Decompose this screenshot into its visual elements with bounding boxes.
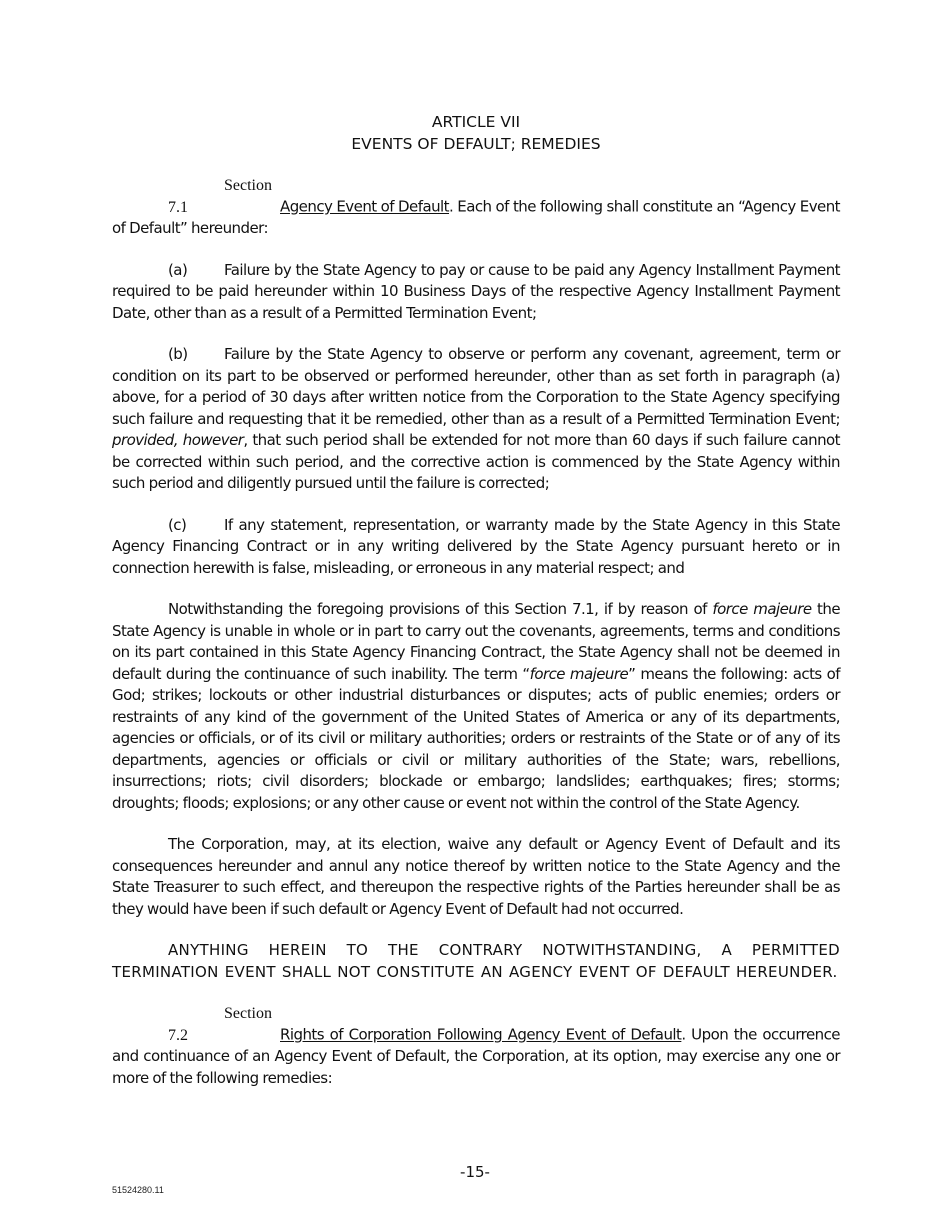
item-b-text-2: , that such period shall be extended for not more than 60 days if such failure cannot be corrected within such period, and the corrective action is commenced by the State Agency within such period and diligently pursued until the failure is corrected;	[112, 431, 841, 492]
article-title: EVENTS OF DEFAULT; REMEDIES	[351, 134, 601, 153]
item-b	[112, 344, 840, 495]
force-majeure-italic-1: force majeure	[712, 600, 812, 618]
document-page	[112, 112, 840, 1109]
section-7-2-title: Rights of Corporation Following Agency Event of Default	[280, 1025, 682, 1044]
section-7-2-intro: . Upon the occurrence and continuance of an Agency Event of Default, the Corporation, at its option, may exercise any one or more of the following remedies:	[112, 1025, 840, 1087]
section-7-2-number: Section 7.2	[168, 1005, 272, 1044]
caps-notice-paragraph: ANYTHING HEREIN TO THE CONTRARY NOTWITHSTANDING, A PERMITTED TERMINATION EVENT SHALL NOT CONSTITUTE AN AGENCY EVENT OF DEFAULT HEREUNDER.	[112, 941, 840, 981]
section-7-1-intro: . Each of the following shall constitute an “Agency Event of Default” hereunder:	[112, 197, 840, 237]
force-majeure-part-2: the State Agency is unable in whole or in part to carry out the covenants, agreements, terms and conditions on its part contained in this State Agency Financing Contract, the State Agency shall not be deemed in default during the continuance of such inability. The term “	[112, 600, 841, 683]
force-majeure-paragraph	[112, 599, 840, 814]
force-majeure-part-1: Notwithstanding the foregoing provisions of this Section 7.1, if by reason of	[168, 600, 713, 618]
item-a-text: Failure by the State Agency to pay or cause to be paid any Agency Installment Payment required to be paid hereunder within 10 Business Days of the respective Agency Installment Payment Date, other than as a result of a Permitted Termination Event;	[112, 260, 840, 322]
document-id: 51524280.11	[112, 1185, 164, 1195]
item-b-label: (b)	[168, 345, 188, 363]
waiver-paragraph: The Corporation, may, at its election, waive any default or Agency Event of Default and its consequences hereunder and annul any notice thereof by written notice to the State Agency and the State Treasurer to such effect, and thereupon the respective rights of the Parties hereunder shall be as they would have been if such default or Agency Event of Default had not occurred.	[112, 835, 840, 918]
item-c	[112, 515, 840, 580]
page-number: -15-	[460, 1163, 490, 1181]
item-b-text-1: Failure by the State Agency to observe or perform any covenant, agreement, term or condition on its part to be observed or performed hereunder, other than as set forth in paragraph (a) above, for a period of 30 days after written notice from the Corporation to the State Agency specifying such failure and requesting that it be remedied, other than as a result of a Permitted Termination Event;	[112, 345, 840, 428]
item-a	[112, 260, 840, 325]
article-number: ARTICLE VII	[431, 113, 521, 131]
force-majeure-part-3: ” means the following: acts of God; strikes; lockouts or other industrial disturbances or disputes; acts of public enemies; orders or restraints of any kind of the government of the United States of America or any of its departments, agencies or officials, or of its civil or military authorities; orders or restraints of the State or of any of its departments, agencies or officials or civil or military authorities of the State; wars, rebellions, insurrections; riots; civil disorders; blockade or embargo; landslides; earthquakes; fires; storms; droughts; floods; explosions; or any other cause or event not within the control of the State Agency.	[112, 664, 840, 812]
section-7-1-number: Section 7.1	[168, 177, 272, 216]
item-b-italic: provided, however	[112, 431, 244, 449]
section-7-1-title: Agency Event of Default	[280, 197, 450, 216]
article-heading	[112, 112, 840, 155]
force-majeure-italic-2: force majeure	[529, 664, 629, 683]
item-a-label: (a)	[168, 260, 188, 279]
section-7-1-paragraph	[112, 175, 840, 240]
section-7-2-paragraph	[112, 1003, 840, 1089]
item-c-text: If any statement, representation, or warranty made by the State Agency in this State Agency Financing Contract or in any writing delivered by the State Agency pursuant hereto or in connection herewith is false, misleading, or erroneous in any material respect; and	[112, 515, 840, 577]
item-c-label: (c)	[168, 515, 187, 534]
